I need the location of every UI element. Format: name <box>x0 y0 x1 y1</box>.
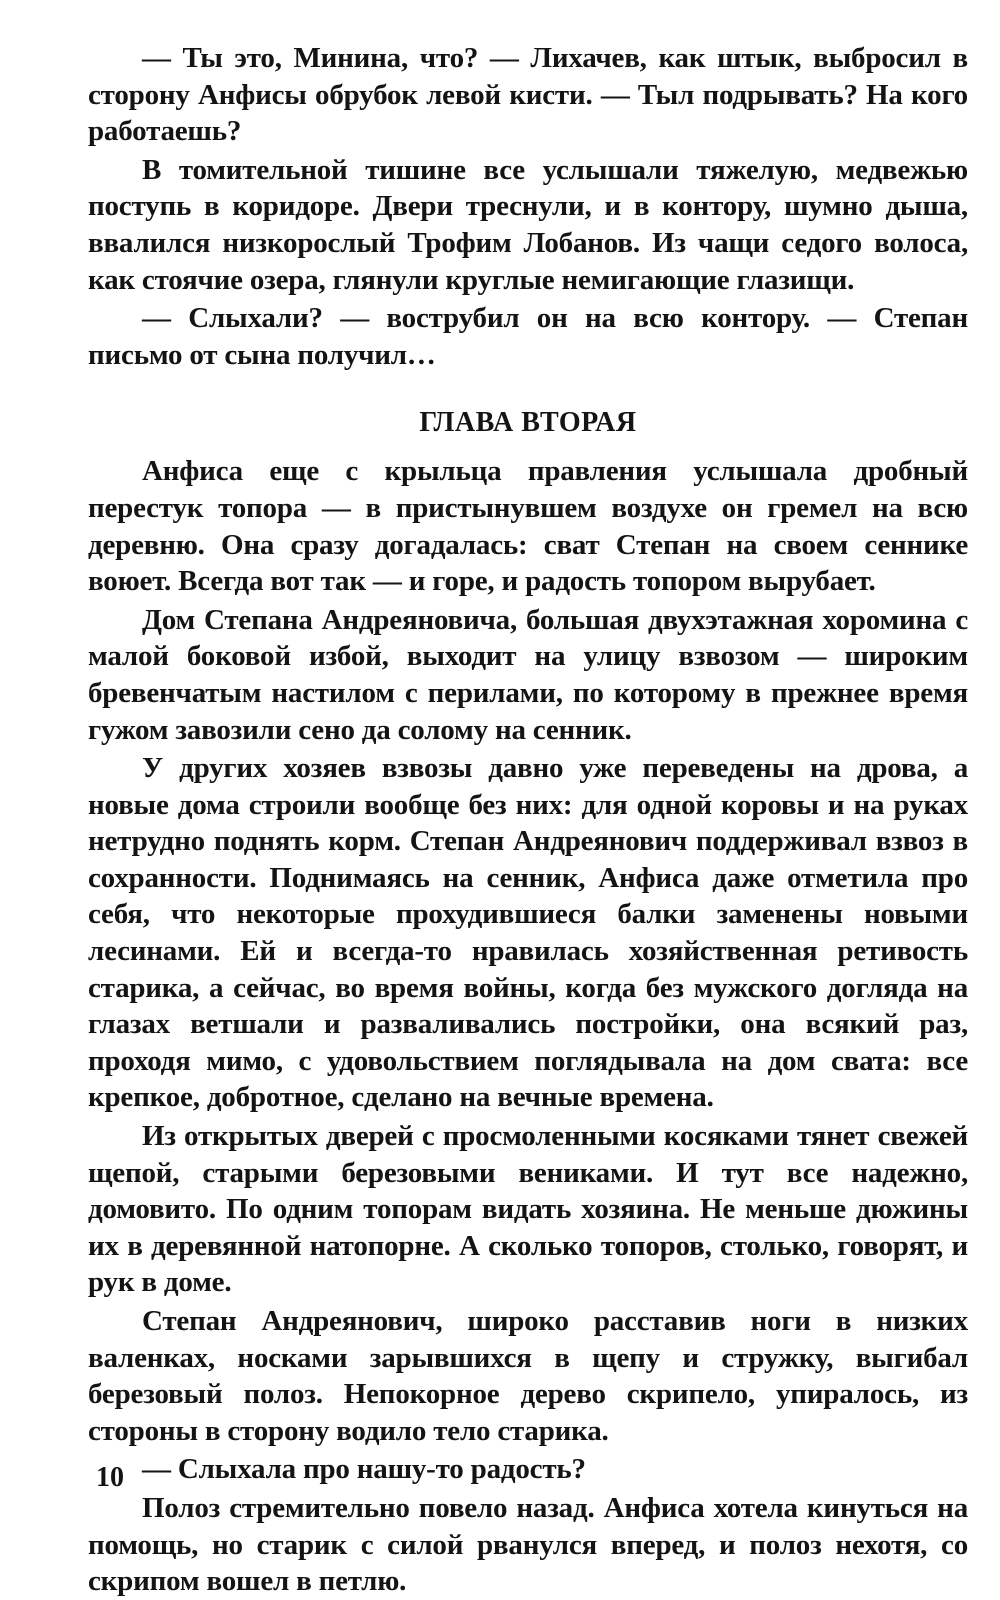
page-number: 10 <box>96 1462 124 1493</box>
book-page <box>88 40 968 1600</box>
paragraph: — Слыхала про нашу-то радость? <box>142 1453 586 1486</box>
paragraph: Степан Андреянович, широко расставив ноги в низких валенках, носками зарывшихся в щепу и стружку, выгибал березовый полоз. Непокорное дерево скрипело, упиралось, из стороны в сторону водило тело старика. <box>88 1305 968 1447</box>
chapter-title: ГЛАВА ВТОРАЯ <box>419 407 637 439</box>
paragraph: Анфиса еще с крыльца правления услышала дробный перестук топора — в пристынувшем воздухе он гремел на всю деревню. Она сразу догадалась: сват Степан на своем сеннике воюет. Всегда вот так — и горе, и радость топором вырубает. <box>88 455 968 598</box>
paragraph: Из открытых дверей с просмоленными косяками тянет свежей щепой, старыми березовыми вениками. И тут все надежно, домовито. По одним топорам видать хозяина. Не меньше дюжины их в деревянной натопорне. А сколько топоров, столько, говорят, и рук в доме. <box>88 1120 968 1299</box>
paragraph: У других хозяев взвозы давно уже переведены на дрова, а новые дома строили вообще без них: для одной коровы и на руках нетрудно поднять корм. Степан Андреянович поддерживал взвоз в сохранности. Поднимаясь на сенник, Анфиса даже отметила про себя, что некоторые прохудившиеся балки заменены новыми лесинами. Ей и всегда-то нравилась хозяйственная ретивость старика, а сейчас, во время войны, когда без мужского догляда на глазах ветшали и разваливались постройки, она всякий раз, проходя мимо, с удовольствием поглядывала на дом свата: все крепкое, добротное, сделано на вечные времена. <box>88 752 968 1114</box>
paragraph: — Ты это, Минина, что? — Лихачев, как штык, выбросил в сторону Анфисы обрубок левой кисти. — Тыл подрывать? На кого работаешь? <box>88 42 968 148</box>
paragraph: Полоз стремительно повело назад. Анфиса хотела кинуться на помощь, но старик с силой рванулся вперед, и полоз нехотя, со скрипом вошел в петлю. <box>88 1491 968 1598</box>
paragraph: — Слыхали? — вострубил он на всю контору. — Степан письмо от сына получил… <box>88 302 968 371</box>
paragraph: Дом Степана Андреяновича, большая двухэтажная хоромина с малой боковой избой, выходит на улицу взвозом — широким бревенчатым настилом с перилами, по которому в прежнее время гужом завозили сено да солому на сенник. <box>88 603 968 746</box>
paragraph: В томительной тишине все услышали тяжелую, медвежью поступь в коридоре. Двери треснули, и в контору, шумно дыша, ввалился низкорослый Трофим Лобанов. Из чащи седого волоса, как стоячие озера, глянули круглые немигающие глазищи. <box>88 153 968 296</box>
